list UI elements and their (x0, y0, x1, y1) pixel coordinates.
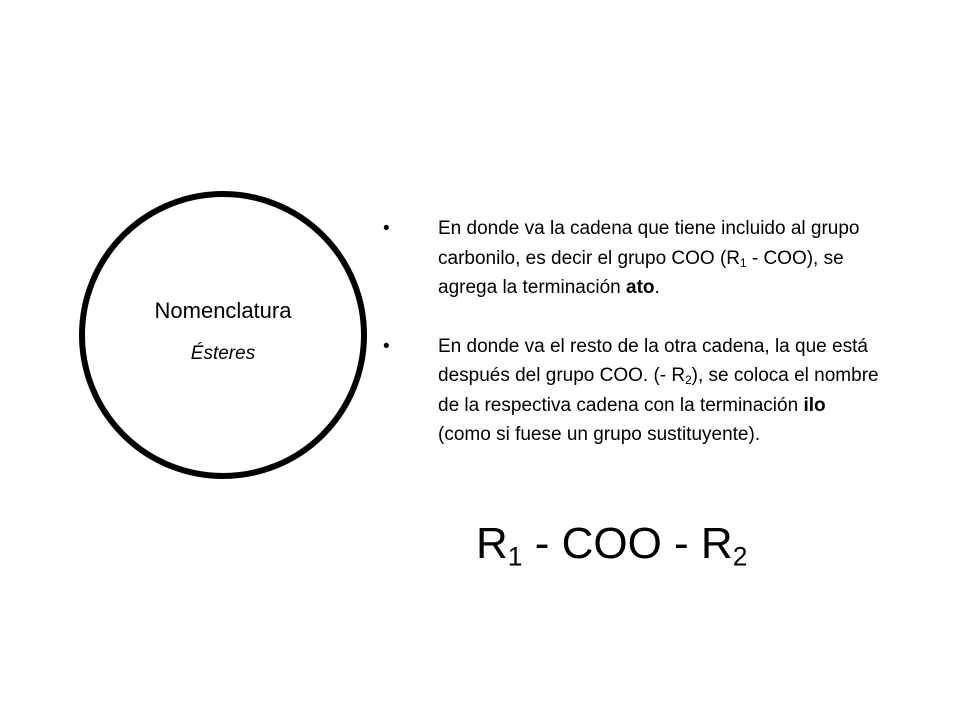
circle-title: Nomenclatura (154, 298, 292, 323)
formula-r1: R (476, 519, 508, 568)
bullet-text: (como si fuese un grupo sustituyente). (438, 424, 761, 445)
subscript-1: 1 (740, 256, 747, 270)
bullet-item-ato (383, 214, 883, 303)
formula-middle: - COO - (522, 519, 701, 568)
formula-r2-subscript: 2 (732, 541, 748, 572)
title-circle (79, 191, 367, 479)
bold-suffix-ilo: ilo (803, 394, 826, 416)
bullet-item-ilo (383, 332, 883, 450)
formula-r1-subscript: 1 (507, 541, 523, 572)
bold-suffix-ato: ato (626, 277, 655, 298)
bullet-marker: • (383, 218, 390, 239)
bullet-marker: • (383, 335, 390, 357)
subscript-2: 2 (685, 373, 692, 387)
formula-r2: R (700, 519, 733, 568)
bullet-text: - COO), se agrega la terminación (438, 247, 844, 298)
bullet-text: En donde va la cadena que tiene incluido al grupo carbonilo, es decir el grupo COO (R (438, 218, 860, 269)
ester-formula (476, 516, 747, 572)
bullet-text: En donde va el resto de la otra cadena, la que está después del grupo COO. (- R (438, 335, 868, 386)
bullet-text: ), se coloca el nombre de la respectiva cadena con la terminación (438, 365, 879, 416)
bullet-list (383, 214, 883, 479)
circle-subtitle: Ésteres (190, 343, 256, 364)
bullet-text: . (654, 277, 660, 298)
